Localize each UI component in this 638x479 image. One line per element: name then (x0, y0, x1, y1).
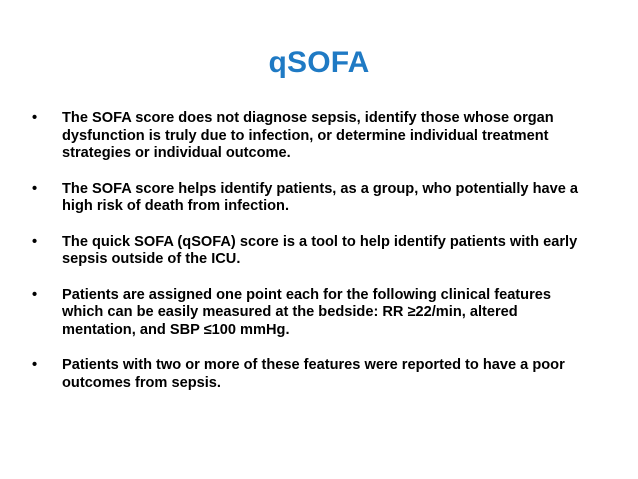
bullet-text: The SOFA score does not diagnose sepsis, identify those whose organ dysfunction is truly due to infection, or determine individual treatment strategies or individual outcome. (62, 110, 554, 161)
bullet-item (32, 234, 592, 269)
bullet-item (32, 357, 592, 392)
bullet-dot-icon: • (32, 286, 38, 303)
bullet-text: Patients with two or more of these features were reported to have a poor outcomes from sepsis. (62, 357, 565, 391)
bullet-list (32, 110, 592, 392)
bullet-dot-icon: • (32, 180, 38, 197)
bullet-dot-icon: • (32, 110, 38, 126)
slide-title: qSOFA (268, 46, 370, 79)
bullet-text: The quick SOFA (qSOFA) score is a tool to help identify patients with early sepsis outside of the ICU. (62, 233, 578, 267)
bullet-item (32, 181, 592, 216)
bullet-item (32, 287, 592, 340)
bullet-text: Patients are assigned one point each for the following clinical features which can be easily measured at the bedside: RR ≥22/min, altered mentation, and SBP ≤100 mmHg. (62, 286, 551, 338)
bullet-dot-icon: • (32, 233, 38, 250)
bullet-text: The SOFA score helps identify patients, as a group, who potentially have a high risk of death from infection. (62, 180, 579, 214)
bullet-dot-icon: • (32, 357, 38, 373)
bullet-item (32, 110, 592, 163)
